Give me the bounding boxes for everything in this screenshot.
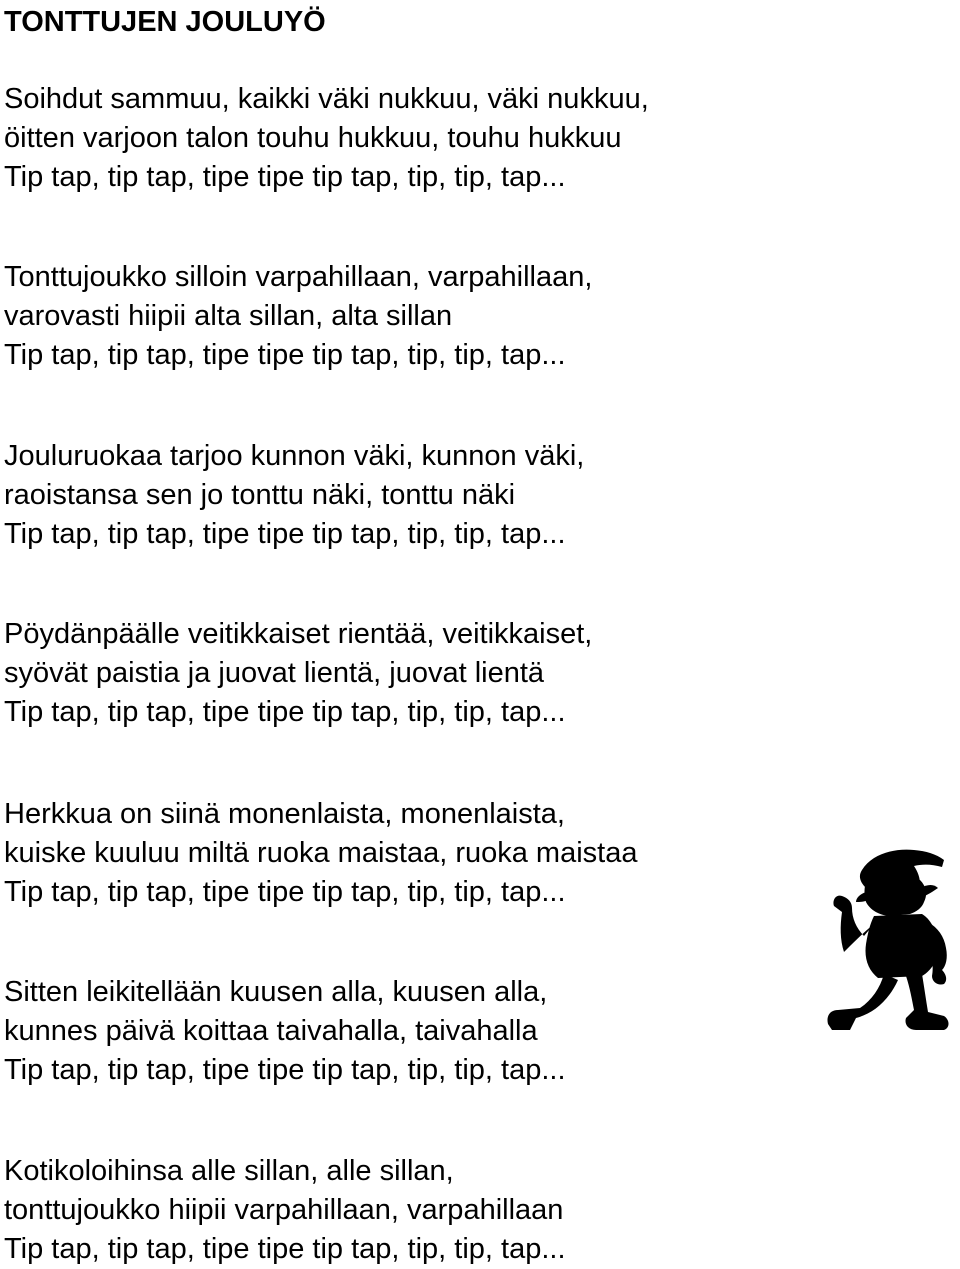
verse-refrain: Tip tap, tip tap, tipe tipe tip tap, tip, tip, tap... bbox=[4, 1233, 566, 1265]
elf-silhouette-icon bbox=[822, 840, 960, 1035]
verse-line: Jouluruokaa tarjoo kunnon väki, kunnon väki, bbox=[4, 440, 585, 472]
verse-5 bbox=[4, 795, 637, 912]
verse-refrain: Tip tap, tip tap, tipe tipe tip tap, tip, tip, tap... bbox=[4, 1054, 566, 1086]
verse-line: tonttujoukko hiipii varpahillaan, varpahillaan bbox=[4, 1194, 564, 1226]
verse-refrain: Tip tap, tip tap, tipe tipe tip tap, tip, tip, tap... bbox=[4, 339, 566, 371]
verse-3 bbox=[4, 437, 584, 554]
verse-refrain: Tip tap, tip tap, tipe tipe tip tap, tip, tip, tap... bbox=[4, 696, 566, 728]
verse-7 bbox=[4, 1152, 566, 1269]
verse-refrain: Tip tap, tip tap, tipe tipe tip tap, tip, tip, tap... bbox=[4, 876, 566, 908]
verse-line: syövät paistia ja juovat lientä, juovat lientä bbox=[4, 657, 545, 689]
verse-line: kunnes päivä koittaa taivahalla, taivahalla bbox=[4, 1015, 538, 1047]
verse-2 bbox=[4, 258, 592, 375]
verse-1 bbox=[4, 80, 649, 197]
song-title: TONTTUJEN JOULUYÖ bbox=[4, 6, 326, 38]
verse-line: Kotikoloihinsa alle sillan, alle sillan, bbox=[4, 1155, 454, 1187]
verse-line: öitten varjoon talon touhu hukkuu, touhu hukkuu bbox=[4, 122, 622, 154]
verse-refrain: Tip tap, tip tap, tipe tipe tip tap, tip, tip, tap... bbox=[4, 161, 566, 193]
verse-line: Herkkua on siinä monenlaista, monenlaista, bbox=[4, 798, 565, 830]
verse-line: raoistansa sen jo tonttu näki, tonttu näki bbox=[4, 479, 516, 511]
verse-line: Sitten leikitellään kuusen alla, kuusen alla, bbox=[4, 976, 548, 1008]
verse-4 bbox=[4, 615, 592, 732]
verse-line: kuiske kuuluu miltä ruoka maistaa, ruoka maistaa bbox=[4, 837, 638, 869]
verse-line: Pöydänpäälle veitikkaiset rientää, veitikkaiset, bbox=[4, 618, 593, 650]
verse-refrain: Tip tap, tip tap, tipe tipe tip tap, tip, tip, tap... bbox=[4, 518, 566, 550]
verse-6 bbox=[4, 973, 566, 1090]
verse-line: Soihdut sammuu, kaikki väki nukkuu, väki nukkuu, bbox=[4, 83, 649, 115]
verse-line: Tonttujoukko silloin varpahillaan, varpahillaan, bbox=[4, 261, 593, 293]
verse-line: varovasti hiipii alta sillan, alta sillan bbox=[4, 300, 453, 332]
